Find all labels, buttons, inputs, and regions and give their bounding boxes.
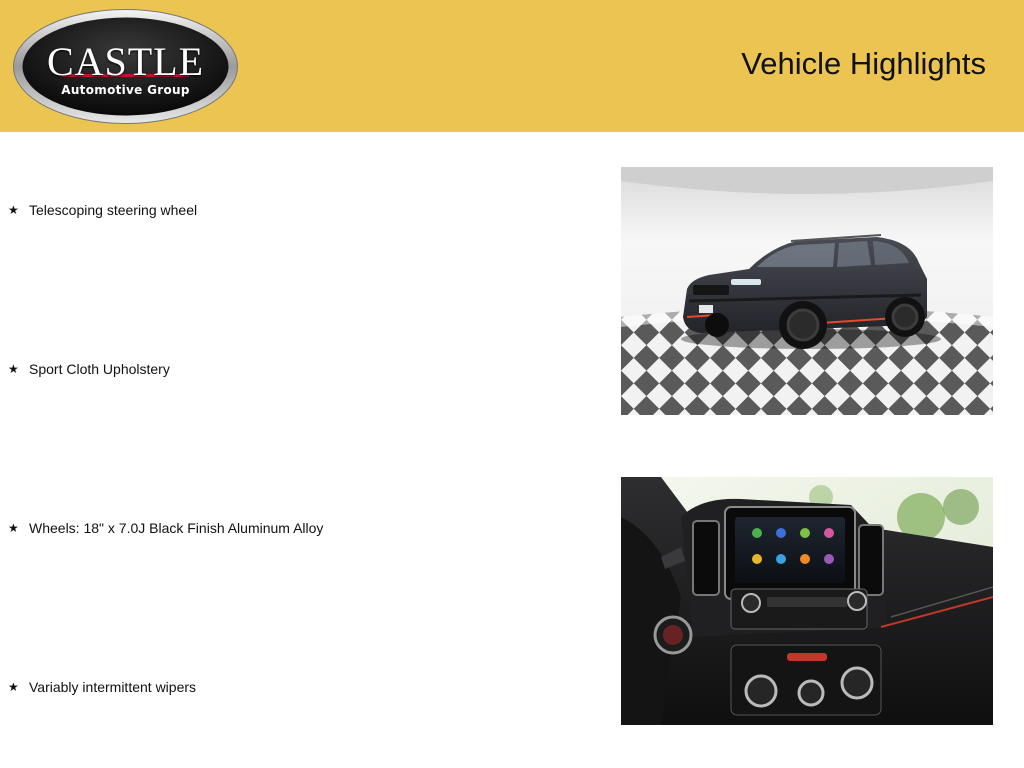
logo-subtitle: Automotive Group: [61, 83, 190, 97]
feature-item: [8, 520, 323, 536]
castle-logo[interactable]: [12, 8, 239, 125]
star-bullet-icon: ★: [8, 680, 19, 694]
feature-item: [8, 202, 197, 218]
feature-item: [8, 679, 196, 695]
star-bullet-icon: ★: [8, 203, 19, 217]
logo-title: CASTLE: [46, 39, 205, 84]
star-bullet-icon: ★: [8, 362, 19, 376]
feature-text: Sport Cloth Upholstery: [29, 361, 170, 377]
feature-item: [8, 361, 170, 377]
feature-text: Wheels: 18" x 7.0J Black Finish Aluminum Alloy: [29, 520, 324, 536]
feature-text: Variably intermittent wipers: [29, 679, 197, 695]
header-banner: [0, 0, 1024, 132]
page-title: Vehicle Highlights: [741, 46, 986, 81]
feature-text: Telescoping steering wheel: [29, 202, 198, 218]
star-bullet-icon: ★: [8, 521, 19, 535]
vehicle-interior-photo[interactable]: [621, 477, 993, 725]
vehicle-exterior-photo[interactable]: [621, 167, 993, 415]
